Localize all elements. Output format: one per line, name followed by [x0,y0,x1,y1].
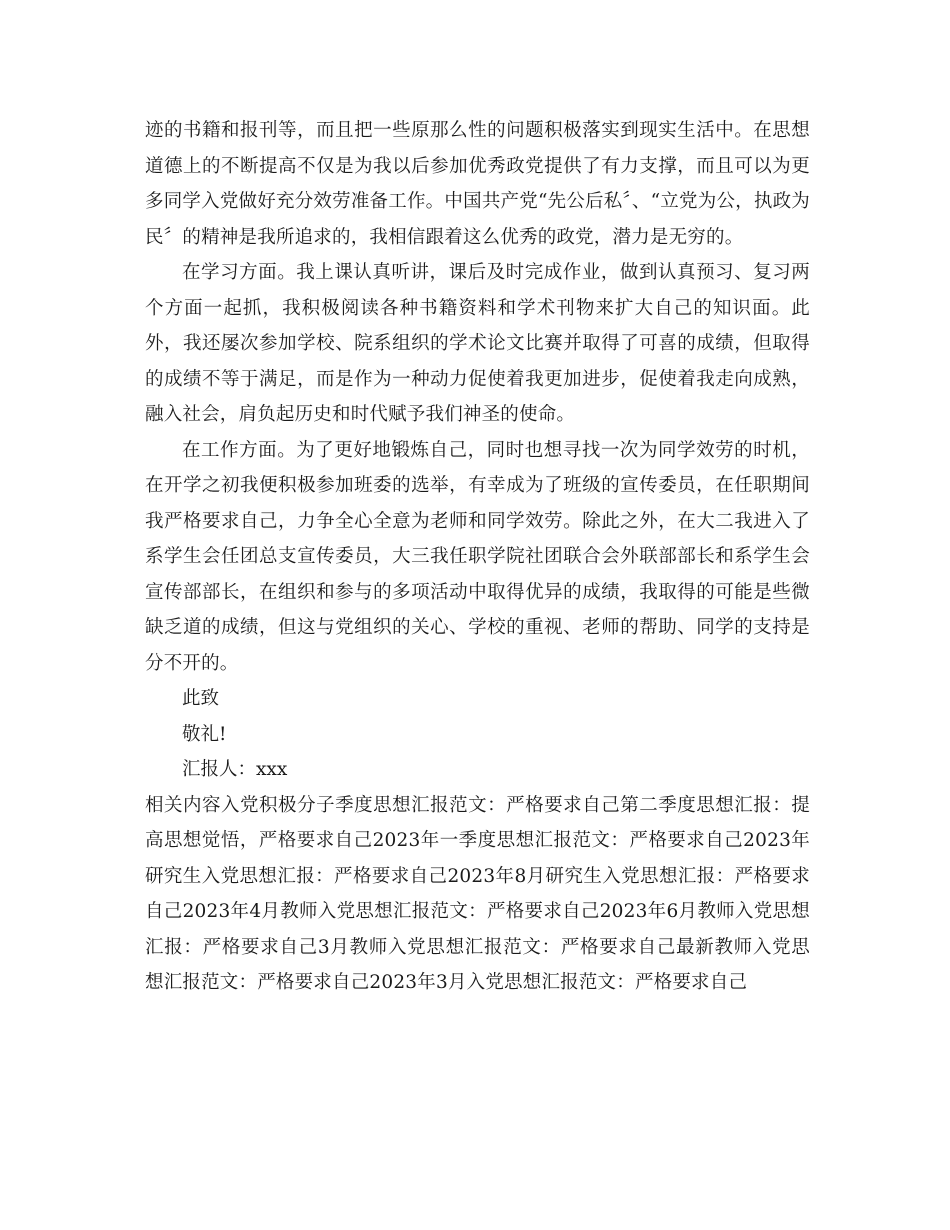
reporter-line: 汇报人：xxx [182,759,288,780]
related-content: 相关内容入党积极分子季度思想汇报范文：严格要求自己第二季度思想汇报：提高思想觉悟，严格要求自己2023年一季度思想汇报范文：严格要求自己2023年研究生入党思想汇报：严格要求自己2023年8月研究生入党思想汇报：严格要求自己2023年4月教师入党思想汇报范文：严格要求自己2023年6月教师入党思想汇报：严格要求自己3月教师入党思想汇报范文：严格要求自己最新教师入党思想汇报范文：严格要求自己2023年3月入党思想汇报范文：严格要求自己 [145,794,810,993]
salute-line: 敬礼! [182,723,227,745]
paragraph-thought: 迹的书籍和报刊等，而且把一些原那么性的问题积极落实到现实生活中。在思想道德上的不断提高不仅是为我以后参加优秀政党提供了有力支撑，而且可以为更多同学入党做好充分效劳准备工作。中国共产党“先公后私〞、“立党为公，执政为民〞的精神是我所追求的，我相信跟着这么优秀的政党，潜力是无穷的。 [145,120,810,248]
paragraph-study: 在学习方面。我上课认真听讲，课后及时完成作业，做到认真预习、复习两个方面一起抓，我积极阅读各种书籍资料和学术刊物来扩大自己的知识面。此外，我还屡次参加学校、院系组织的学术论文比赛并取得了可喜的成绩，但取得的成绩不等于满足，而是作为一种动力促使着我更加进步，促使着我走向成熟，融入社会，肩负起历史和时代赋予我们神圣的使命。 [145,262,810,425]
document-body [145,113,810,1001]
paragraph-work: 在工作方面。为了更好地锻炼自己，同时也想寻找一次为同学效劳的时机，在开学之初我便积极参加班委的选举，有幸成为了班级的宣传委员，在任职期间我严格要求自己，力争全心全意为老师和同学效劳。除此之外，在大二我进入了系学生会任团总支宣传委员，大三我任职学院社团联合会外联部部长和系学生会宣传部部长，在组织和参与的多项活动中取得优异的成绩，我取得的可能是些微缺乏道的成绩，但这与党组织的关心、学校的重视、老师的帮助、同学的支持是分不开的。 [145,439,810,674]
closing-line: 此致 [182,688,220,709]
